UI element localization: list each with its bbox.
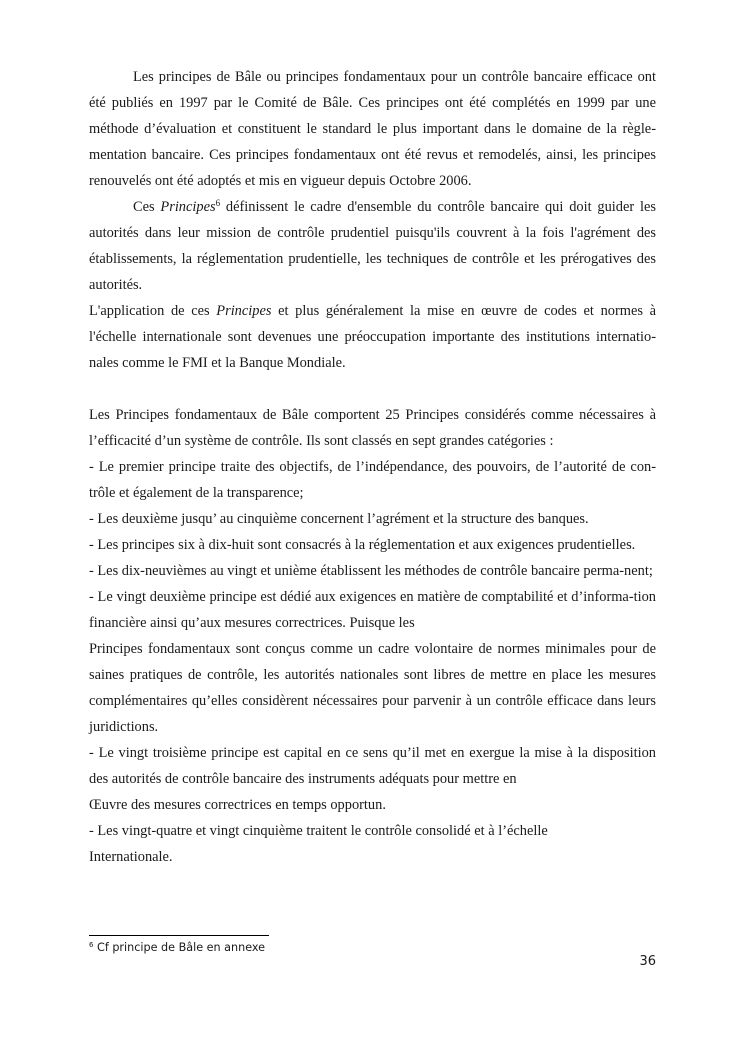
list-item-premier: - Le premier principe traite des objectifs, de l’indépendance, des pouvoirs, de l’autorité de con-trôle et également de la transparence;	[89, 459, 656, 501]
paragraph-basel-intro: Les principes de Bâle ou principes fondamentaux pour un contrôle bancaire efficace ont été publiés en 1997 par le Comité de Bâle. Ces principes ont été complétés en 1999 par une méthode d’évaluation et constituent le standard le plus important dans le domaine de la règle-mentation bancaire. Ces principes fondamentaux ont été revus et remodelés, ainsi, les principes renouvelés ont été adoptés et mis en vigueur depuis Octobre 2006.	[89, 69, 656, 189]
emphasis-principes: Principes	[160, 199, 216, 215]
footnote-reference: 6	[215, 198, 221, 208]
paragraph-25-principes: Les Principes fondamentaux de Bâle comportent 25 Principes considérés comme nécessaires à l’efficacité d’un système de contrôle. Ils sont classés en sept grandes catégories :	[89, 407, 656, 449]
body-text	[89, 64, 656, 870]
footnote-mark: 6	[89, 941, 94, 949]
paragraph-cadre-volontaire: Principes fondamentaux sont conçus comme un cadre volontaire de normes minimales pour de saines pratiques de contrôle, les autorités nationales sont libres de mettre en place les mesures complémentaires qu’elles considèrent nécessaires pour parvenir à un contrôle efficace dans leurs juridictions.	[89, 641, 656, 735]
footnote-text: Cf principe de Bâle en annexe	[93, 941, 266, 954]
paragraph-internationale: Internationale.	[89, 849, 173, 865]
page-number: 36	[639, 954, 656, 969]
list-item-deuxieme: - Les deuxième jusqu’ au cinquième concernent l’agrément et la structure des banques.	[89, 511, 589, 527]
text-segment: L'application de ces	[89, 303, 217, 319]
list-item-dix-neuvieme: - Les dix-neuvièmes au vingt et unième établissent les méthodes de contrôle bancaire perma-nent;	[89, 563, 653, 579]
list-item-vingt-troisieme: - Le vingt troisième principe est capital en ce sens qu’il met en exergue la mise à la disposition des autorités de contrôle bancaire des instruments adéquats pour mettre en	[89, 745, 656, 787]
text-segment: Ces	[133, 199, 161, 215]
text-segment: définissent le cadre d'ensemble du contrôle bancaire qui doit guider les autorités dans leur mission de contrôle prudentiel puisqu'ils couvrent à la fois l'agrément des établissements, la réglementation prudentielle, les techniques de contrôle et les prérogatives des autorités.	[89, 199, 656, 293]
paragraph-principes-definition	[89, 194, 656, 298]
list-item-vingt-quatre: - Les vingt-quatre et vingt cinquième traitent le contrôle consolidé et à l’échelle	[89, 823, 548, 839]
paragraph-application	[89, 298, 656, 376]
list-item-six-dix-huit: - Les principes six à dix-huit sont consacrés à la réglementation et aux exigences prudentielles.	[89, 537, 636, 553]
text-segment: et plus généralement la mise en œuvre de codes et normes à l'échelle internationale sont devenues une préoccupation importante des institutions internatio-nales comme le FMI et la Banque Mondiale.	[89, 303, 656, 371]
paragraph-spacer	[89, 376, 656, 402]
list-item-vingt-deuxieme: - Le vingt deuxième principe est dédié aux exigences en matière de comptabilité et d’informa-tion financière ainsi qu’aux mesures correctrices. Puisque les	[89, 589, 656, 631]
emphasis-principes: Principes	[216, 303, 272, 319]
paragraph-oeuvre: Œuvre des mesures correctrices en temps opportun.	[89, 797, 386, 813]
footnote	[89, 940, 265, 956]
footnote-separator	[89, 935, 269, 936]
